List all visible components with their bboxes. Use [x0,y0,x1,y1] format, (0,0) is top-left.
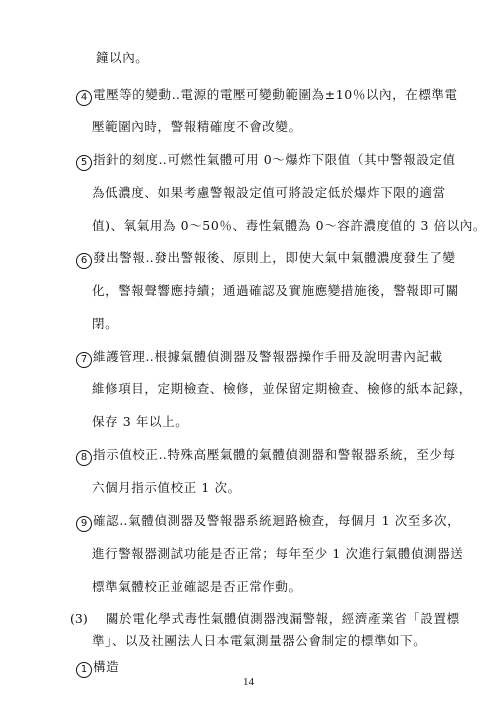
text-line: 進行警報器測試功能是否正常；每年至少 1 次進行氣體偵測器送 [92,546,464,561]
list-item-4 [76,87,458,106]
section-number: (3) [70,611,88,626]
text-line: 壓範圍內時，警報精確度不會改變。 [92,119,302,134]
text-line: 化，警報聲響應持續；通過確認及實施應變措施後，警報即可關 [92,283,459,298]
text-line: 標準氣體校正並確認是否正常作動。 [92,579,302,594]
circled-number: 6 [76,253,92,269]
text-line: 指示值校正‥特殊高壓氣體的氣體偵測器和警報器系統，至少每 [93,447,456,462]
text-line: 為低濃度、如果考慮警報設定值可將設定低於爆炸下限的適當 [92,185,446,200]
text-line: 關於電化學式毒性氣體偵測器洩漏警報，經濟產業省「設置標 [106,611,460,626]
text-line: 保存 3 年以上。 [92,414,189,429]
text-line: 維修項目，定期檢查、檢修，並保留定期檢查、檢修的紙本記錄， [92,381,472,396]
text-line: 構造 [93,659,120,674]
text-line: 鐘以內。 [96,50,149,65]
circled-number: 9 [76,516,92,532]
circled-number: 4 [76,90,92,106]
text-line: 指針的刻度‥可燃性氣體可用 0～爆炸下限值（其中警報設定值 [93,152,456,167]
text-line: 六個月指示值校正 1 次。 [92,480,241,495]
list-item-8 [76,447,456,466]
text-line: 準」、以及社團法人日本電氣測量器公會制定的標準如下。 [92,633,427,648]
text-line: 電壓等的變動‥電源的電壓可變動範圍為±10％以內，在標準電 [93,87,458,102]
page-number: 14 [243,676,254,688]
circled-number: 8 [76,450,92,466]
circled-number: 1 [76,662,92,678]
list-item-7 [76,349,443,368]
list-item-6 [76,250,456,269]
text-line: 發出警報‥發出警報後、原則上，即使大氣中氣體濃度發生了變 [93,250,456,265]
circled-number: 7 [76,352,92,368]
circled-number: 5 [76,155,92,171]
text-line: 維護管理‥根據氣體偵測器及警報器操作手冊及說明書內記載 [93,349,443,364]
list-item-5 [76,152,456,171]
list-item-9 [76,513,460,532]
text-line: 值)、氧氣用為 0～50％、毒性氣體為 0～容許濃度值的 3 倍以內。 [92,218,487,233]
text-line: 確認‥氣體偵測器及警報器系統迴路檢查，每個月 1 次至多次， [93,513,461,528]
text-line: 閉。 [92,316,119,331]
